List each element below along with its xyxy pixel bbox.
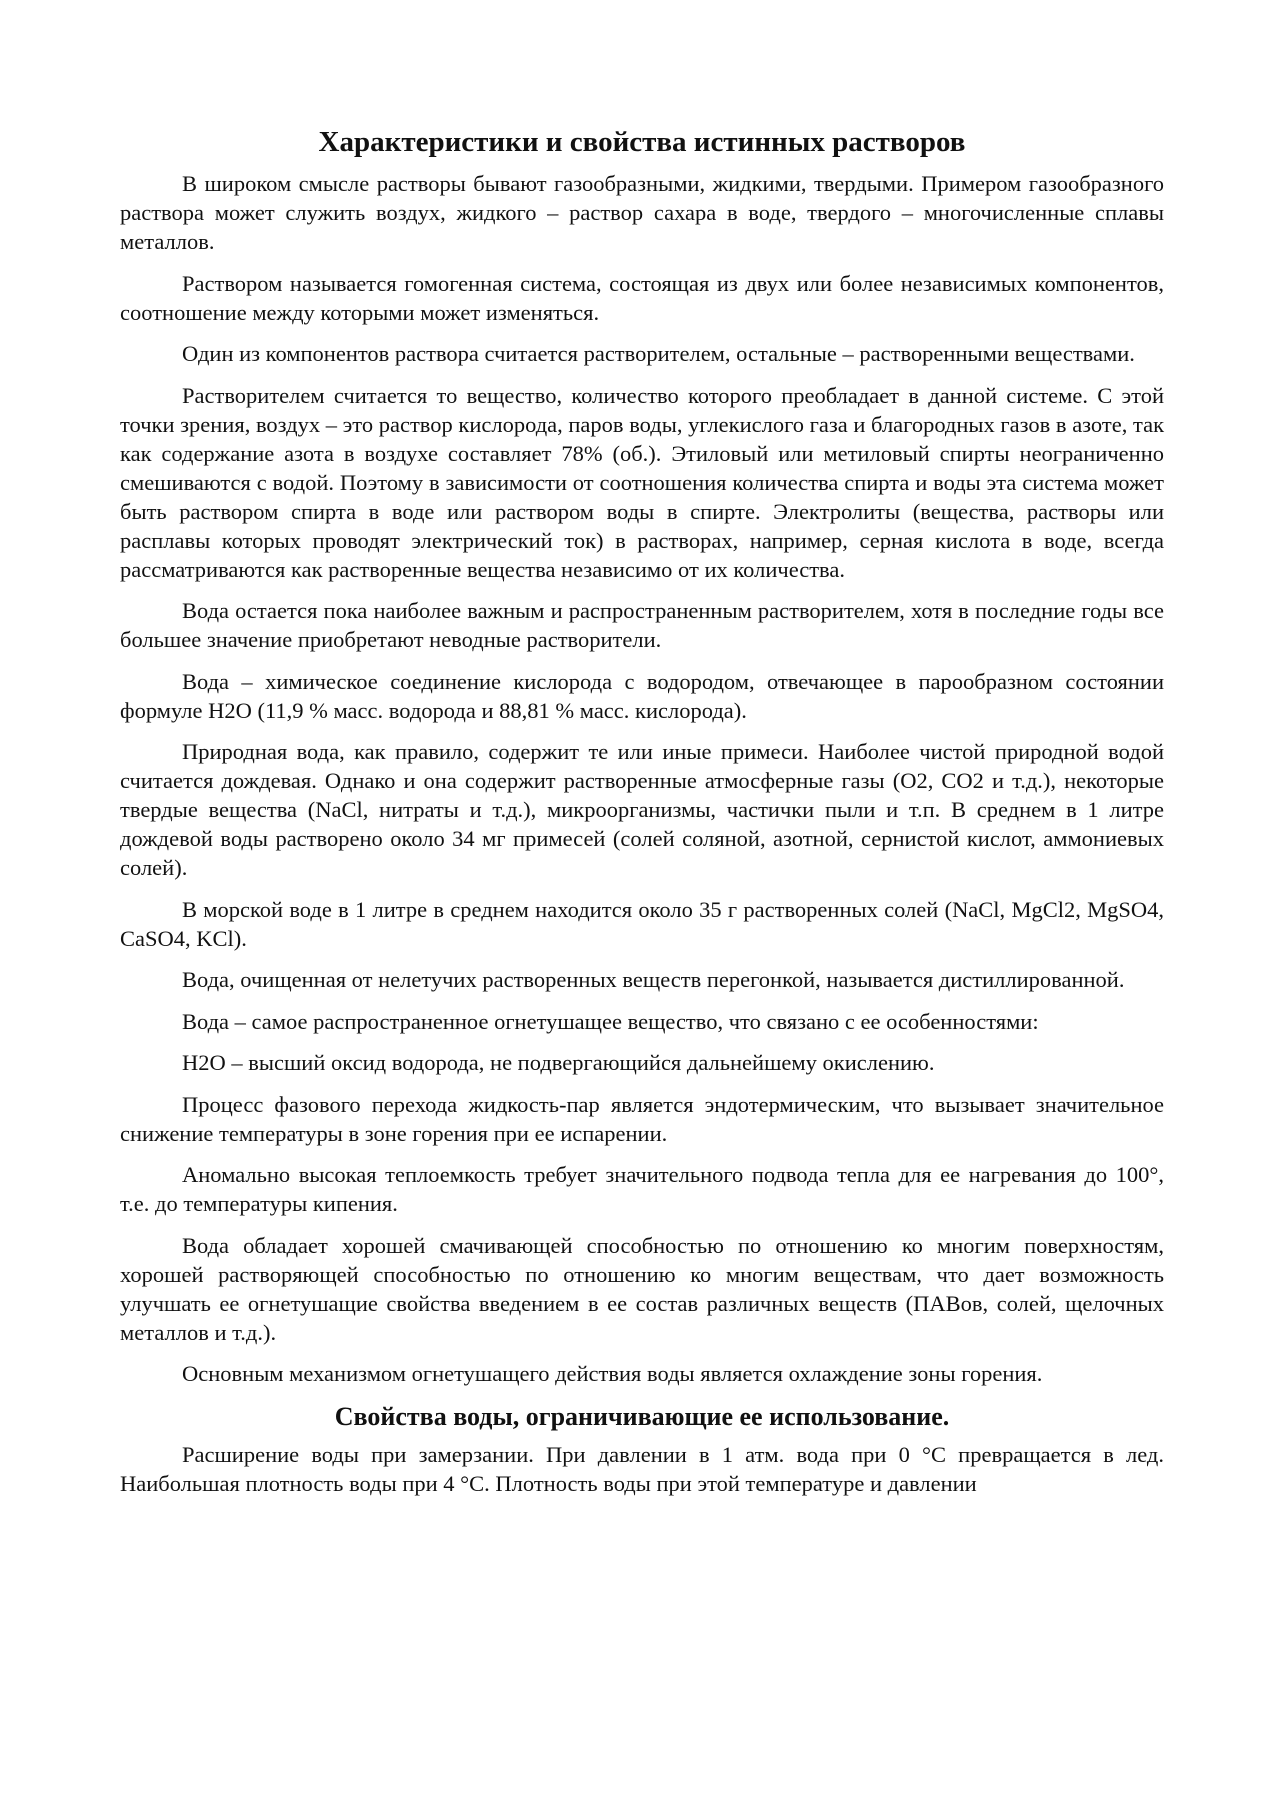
section-title: Свойства воды, ограничивающие ее использование. bbox=[334, 1401, 950, 1431]
paragraph-solutions-types: В широком смысле растворы бывают газообразными, жидкими, твердыми. Примером газообразного раствора может служить воздух, жидкого – раствор сахара в воде, твердого – многочисленные сплавы металлов. bbox=[120, 171, 1164, 254]
paragraph-water-expansion: Расширение воды при замерзании. При давлении в 1 атм. вода при 0 °С превращается в лед. Наибольшая плотность воды при 4 °С. Плотность воды при этой температуре и давлении bbox=[120, 1441, 1164, 1496]
paragraph-solvent-definition: Растворителем считается то вещество, количество которого преобладает в данной системе. С этой точки зрения, воздух – это раствор кислорода, паров воды, углекислого газа и благородных газов в азоте, так как содержание азота в воздухе составляет 78% (об.). Этиловый или метиловый спирты неограниченно смешиваются с водой. Поэтому в зависимости от соотношения количества спирта и воды эта система может быть раствором спирта в воде или раствором воды в спирте. Электролиты (вещества, растворы или расплавы которых проводят электрический ток) в растворах, например, серная кислота в воде, всегда рассматриваются как растворенные вещества независимо от их количества. bbox=[120, 382, 1164, 582]
paragraph-extinguishing-agent: Вода – самое распространенное огнетушащее вещество, что связано с ее особенностями: bbox=[182, 1008, 1039, 1034]
paragraph-distilled-water: Вода, очищенная от нелетучих растворенных веществ перегонкой, называется дистиллированной. bbox=[182, 967, 1125, 992]
paragraph-phase-transition: Процесс фазового перехода жидкость-пар является эндотермическим, что вызывает значительное снижение температуры в зоне горения при ее испарении. bbox=[120, 1091, 1164, 1146]
document-page bbox=[120, 115, 1164, 1498]
document-title: Характеристики и свойства истинных растворов bbox=[318, 126, 966, 158]
paragraph-solution-definition: Раствором называется гомогенная система, состоящая из двух или более независимых компонентов, соотношение между которыми может изменяться. bbox=[120, 270, 1164, 325]
paragraph-natural-water: Природная вода, как правило, содержит те или иные примеси. Наиболее чистой природной водой считается дождевая. Однако и она содержит растворенные атмосферные газы (О2, СО2 и т.д.), некоторые твердые вещества (NaCl, нитраты и т.д.), микроорганизмы, частички пыли и т.п. В среднем в 1 литре дождевой воды растворено около 34 мг примесей (солей соляной, азотной, сернистой кислот, аммониевых солей). bbox=[120, 739, 1164, 880]
paragraph-sea-water: В морской воде в 1 литре в среднем находится около 35 г растворенных солей (NaCl, MgCl2, MgSO4, CaSO4, KCl). bbox=[120, 896, 1164, 951]
paragraph-water-solvent: Вода остается пока наиболее важным и распространенным растворителем, хотя в последние годы все большее значение приобретают неводные растворители. bbox=[120, 598, 1164, 652]
paragraph-heat-capacity: Аномально высокая теплоемкость требует значительного подвода тепла для ее нагревания до 100°, т.е. до температуры кипения. bbox=[120, 1162, 1164, 1216]
paragraph-wetting-ability: Вода обладает хорошей смачивающей способностью по отношению ко многим поверхностям, хорошей растворяющей способностью по отношению ко многим веществам, что дает возможность улучшать ее огнетушащие свойства введением в ее состав различных веществ (ПАВов, солей, щелочных металлов и т.д.). bbox=[120, 1232, 1164, 1345]
paragraph-solvent-components: Один из компонентов раствора считается растворителем, остальные – растворенными веществами. bbox=[182, 341, 1135, 366]
paragraph-extinguishing-mechanism: Основным механизмом огнетушащего действия воды является охлаждение зоны горения. bbox=[182, 1361, 1043, 1386]
paragraph-higher-oxide: Н2О – высший оксид водорода, не подвергающийся дальнейшему окислению. bbox=[182, 1050, 935, 1075]
paragraph-water-formula: Вода – химическое соединение кислорода с водородом, отвечающее в парообразном состоянии формуле Н2О (11,9 % масс. водорода и 88,81 % масс. кислорода). bbox=[120, 668, 1164, 723]
